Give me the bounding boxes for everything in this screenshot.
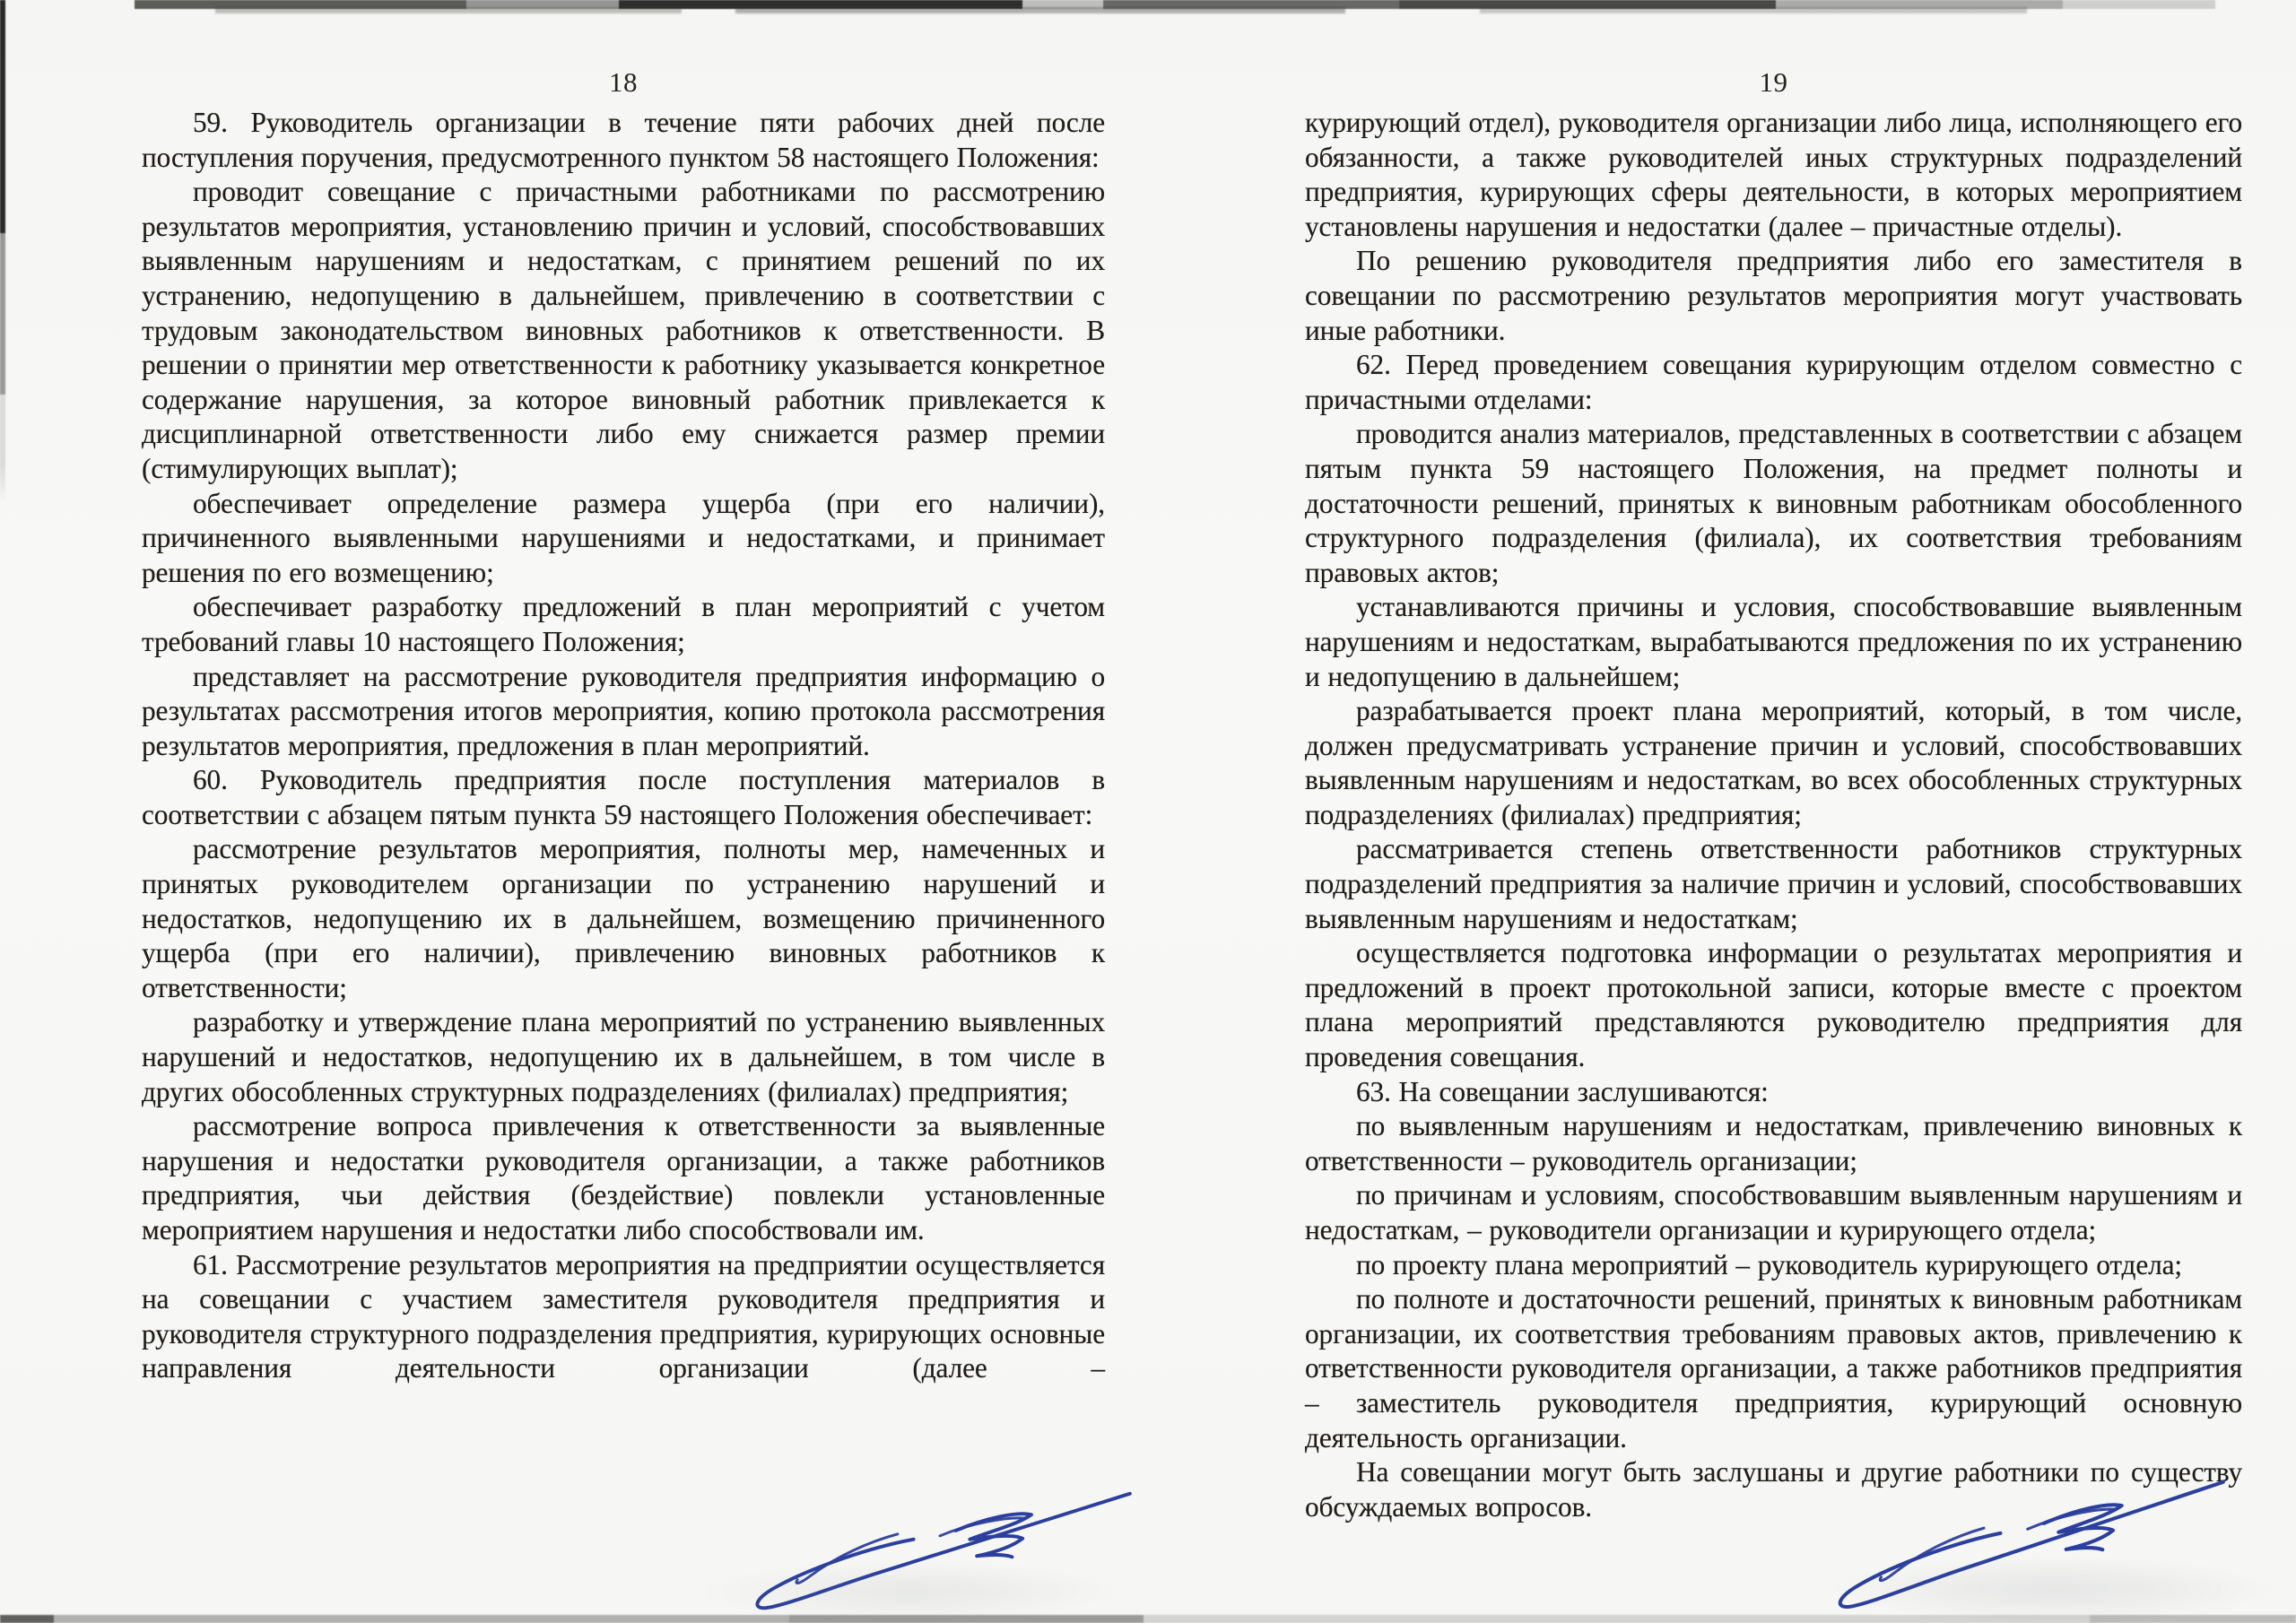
paragraph: 59. Руководитель организации в течение пяти рабочих дней после поступления поручения, предусмотренного пунктом 58 настоящего Положения: <box>142 107 1105 173</box>
paragraph: разрабатывается проект плана мероприятий, который, в том числе, должен предусматривать устранение причин и условий, способствовавших выявленным нарушениям и недостаткам, во всех обособленных структурных подразделениях (филиалах) предприятия; <box>1305 695 2242 830</box>
page-left-body-text <box>142 106 1105 1386</box>
paragraph: На совещании могут быть заслушаны и другие работники по существу обсуждаемых вопросов. <box>1305 1456 2242 1523</box>
paragraph: 60. Руководитель предприятия после поступления материалов в соответствии с абзацем пятым пункта 59 настоящего Положения обеспечивает: <box>142 764 1105 830</box>
scan-artifact-smudge-left <box>700 1560 1121 1623</box>
paragraph: По решению руководителя предприятия либо его заместителя в совещании по рассмотрению результатов мероприятия могут участвовать иные работники. <box>1305 245 2242 346</box>
paragraph: осуществляется подготовка информации о результатах мероприятия и предложений в проект протокольной записи, которые вместе с проектом плана мероприятий представляются руководителю предприятия для проведения совещания. <box>1305 937 2242 1073</box>
paragraph: курирующий отдел), руководителя организации либо лица, исполняющего его обязанности, а также руководителей иных структурных подразделений предприятия, курирующих сферы деятельности, в которых мероприятием установлены нарушения и недостатки (далее – причастные отделы). <box>1305 107 2242 242</box>
paragraph: по проекту плана мероприятий – руководитель курирующего отдела; <box>1356 1248 2183 1280</box>
paragraph: обеспечивает разработку предложений в план мероприятий с учетом требований главы 10 настоящего Положения; <box>142 591 1105 657</box>
paragraph: разработку и утверждение плана мероприятий по устранению выявленных нарушений и недостатков, недопущению их в дальнейшем, в том числе в других обособленных структурных подразделениях (филиалах) предприятия; <box>142 1006 1105 1107</box>
paragraph: рассмотрение результатов мероприятия, полноты мер, намеченных и принятых руководителем организации по устранению нарушений и недостатков, недопущению их в дальнейшем, возмещению причиненного ущерба (при его наличии), привлечению виновных работников к ответственности; <box>142 833 1105 1003</box>
paragraph: по выявленным нарушениям и недостаткам, привлечению виновных к ответственности – руководитель организации; <box>1305 1110 2242 1176</box>
paragraph: рассматривается степень ответственности работников структурных подразделений предприятия за наличие причин и условий, способствовавших выявленным нарушениям и недостаткам; <box>1305 833 2242 934</box>
paragraph: 63. На совещании заслушиваются: <box>1356 1075 1769 1107</box>
paragraph: проводится анализ материалов, представленных в соответствии с абзацем пятым пункта 59 настоящего Положения, на предмет полноты и достаточности решений, принятых к виновным работникам обособленного структурного подразделения (филиала), их соответствия требованиям правовых актов; <box>1305 418 2242 588</box>
scan-artifact-left-edge <box>0 0 5 502</box>
paragraph: 61. Рассмотрение результатов мероприятия на предприятии осуществляется на совещании с участием заместителя руководителя предприятия и руководителя структурного подразделения предприятия, курирующих основные направления деятельности организации (далее – <box>142 1248 1105 1384</box>
page-right-body-text <box>1305 106 2242 1524</box>
scan-artifact-top-edge-shadow <box>0 7 2296 13</box>
paragraph: проводит совещание с причастными работниками по рассмотрению результатов мероприятия, установлению причин и условий, способствовавших выявленным нарушениям и недостаткам, с принятием решений по их устранению, недопущению в дальнейшем, привлечению в соответствии с трудовым законодательством виновных работников к ответственности. В решении о принятии мер ответственности к работнику указывается конкретное содержание нарушения, за которое виновный работник привлекается к дисциплинарной ответственности либо ему снижается размер премии (стимулирующих выплат); <box>142 176 1105 484</box>
page-number-right: 19 <box>1759 66 1788 98</box>
paragraph: рассмотрение вопроса привлечения к ответственности за выявленные нарушения и недостатки руководителя организации, а также работников предприятия, чьи действия (бездействие) повлекли установленные мероприятием нарушения и недостатки либо способствовали им. <box>142 1110 1105 1245</box>
scan-artifact-smudge-right <box>1830 1556 2278 1623</box>
paragraph: по полноте и достаточности решений, принятых к виновным работникам организации, их соответствия требованиям правовых актов, привлечению к ответственности руководителя организации, а также работников предприятия – заместитель руководителя предприятия, курирующий основную деятельность организации. <box>1305 1283 2242 1454</box>
paragraph: обеспечивает определение размера ущерба (при его наличии), причиненного выявленными нарушениями и недостатками, и принимает решения по его возмещению; <box>142 487 1105 588</box>
paragraph: 62. Перед проведением совещания курирующим отделом совместно с причастными отделами: <box>1305 349 2242 415</box>
paragraph: устанавливаются причины и условия, способствовавшие выявленным нарушениям и недостаткам, вырабатываются предложения по их устранению и недопущению в дальнейшем; <box>1305 591 2242 692</box>
paragraph: представляет на рассмотрение руководителя предприятия информацию о результатах рассмотрения итогов мероприятия, копию протокола рассмотрения результатов мероприятия, предложения в план мероприятий. <box>142 660 1105 761</box>
paragraph: по причинам и условиям, способствовавшим выявленным нарушениям и недостаткам, – руководители организации и курирующего отдела; <box>1305 1179 2242 1245</box>
page-number-left: 18 <box>609 66 638 98</box>
